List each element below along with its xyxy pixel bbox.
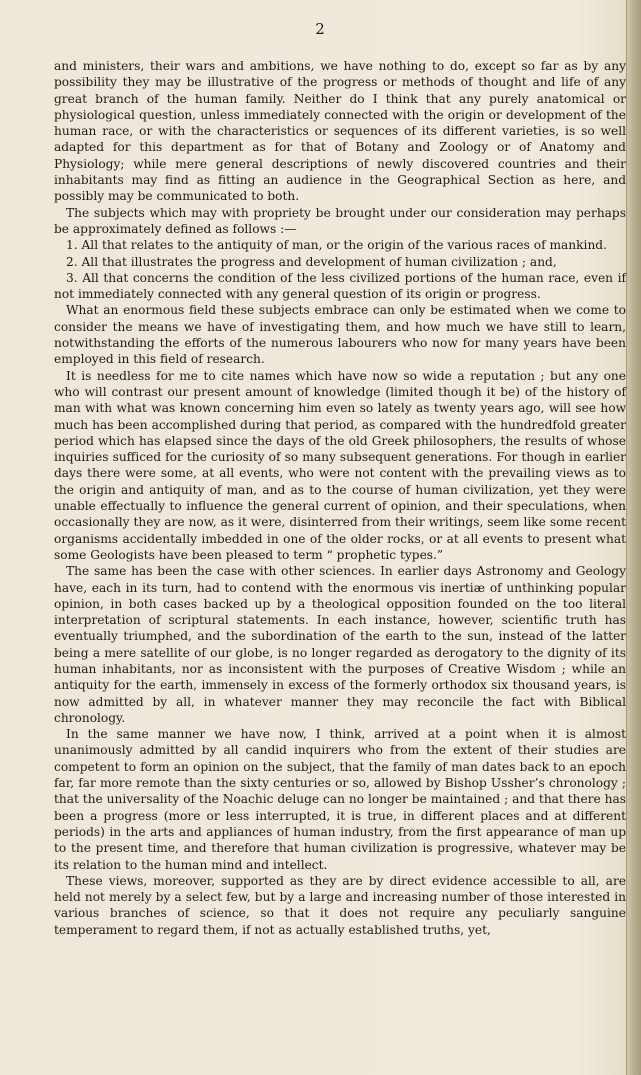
paragraph: The subjects which may with propriety be brought under our consideration may perhaps be approximately defined as follows :— [54, 205, 626, 236]
paragraph: What an enormous field these subjects embrace can only be estimated when we come to consider the means we have of investigating them, and how much we have still to learn, notwithstanding the efforts of the numerous labourers who now for many years have been employed in this field of research. [54, 303, 626, 367]
body-text [54, 58, 626, 938]
paragraph: The same has been the case with other sciences. In earlier days Astronomy and Geology have, each in its turn, had to contend with the enormous vis inertiæ of unthinking popular opinion, in both cases backed up by a theological opposition founded on the too literal interpretation of scriptural statements. In each instance, however, scientific truth has eventually triumphed, and the subordination of the earth to the sun, instead of the latter being a mere satellite of our globe, is no longer regarded as derogatory to the dignity of its human inhabitants, nor as inconsistent with the purposes of Creative Wisdom ; while an antiquity for the earth, immensely in excess of the formerly orthodox six thousand years, is now admitted by all, in whatever manner they may reconcile the fact with Biblical chronology. [54, 564, 626, 725]
paragraph: In the same manner we have now, I think, arrived at a point when it is almost unanimously admitted by all candid inquirers who from the extent of their studies are competent to form an opinion on the subject, that the family of man dates back to an epoch far, far more remote than the sixty centuries or so, allowed by Bishop Ussher’s chronology ; that the universality of the Noachic deluge can no longer be maintained ; and that there has been a progress (more or less interrupted, it is true, in different places and at different periods) in the arts and appliances of human industry, from the first appearance of man up to the present time, and therefore that human civilization is progressive, whatever may be its relation to the human mind and intellect. [54, 727, 626, 872]
paragraph: and ministers, their wars and ambitions, we have nothing to do, except so far as by any possibility they may be illustrative of the progress or methods of thought and life of any great branch of the human family. Neither do I think that any purely anatomical or physiological question, unless immediately connected with the origin or development of the human race, or with the characteristics or sequences of its different varieties, is so well adapted for this department as for that of Botany and Zoology or of Anatomy and Physiology; while mere general descriptions of newly discovered countries and their inhabitants may find as fitting an audience in the Geographical Section as here, and possibly may be communicated to both. [54, 59, 626, 204]
paragraph: It is needless for me to cite names which have now so wide a reputation ; but any one who will contrast our present amount of knowledge (limited though it be) of the history of man with what was known concerning him even so lately as twenty years ago, will see how much has been accomplished during that period, as compared with the hundredfold greater period which has elapsed since the days of the old Greek philosophers, the results of whose inquiries sufficed for the curiosity of so many subsequent generations. For though in earlier days there were some, at all events, who were not content with the prevailing views as to the origin and antiquity of man, and as to the course of human civilization, yet they were unable effectually to influence the general current of opinion, and their speculations, when occasionally they are now, as it were, disinterred from their writings, seem like some recent organisms accidentally imbedded in one of the older rocks, or at all events to present what some Geologists have been pleased to term “ prophetic types.” [54, 368, 626, 562]
list-item: 1. All that relates to the antiquity of man, or the origin of the various races of mankind. [66, 238, 607, 253]
paragraph: These views, moreover, supported as they are by direct evidence accessible to all, are held not merely by a select few, but by a large and increasing number of those interested in various branches of science, so that it does not require any peculiarly sanguine temperament to regard them, if not as actually established truths, yet, [54, 873, 626, 937]
page-number: 2 [315, 20, 326, 38]
list-item: 2. All that illustrates the progress and development of human civilization ; and, [66, 254, 557, 269]
list-item: 3. All that concerns the condition of the less civilized portions of the human race, even if not immediately connected with any general question of its origin or progress. [54, 270, 626, 302]
book-spine-edge [626, 0, 641, 1075]
